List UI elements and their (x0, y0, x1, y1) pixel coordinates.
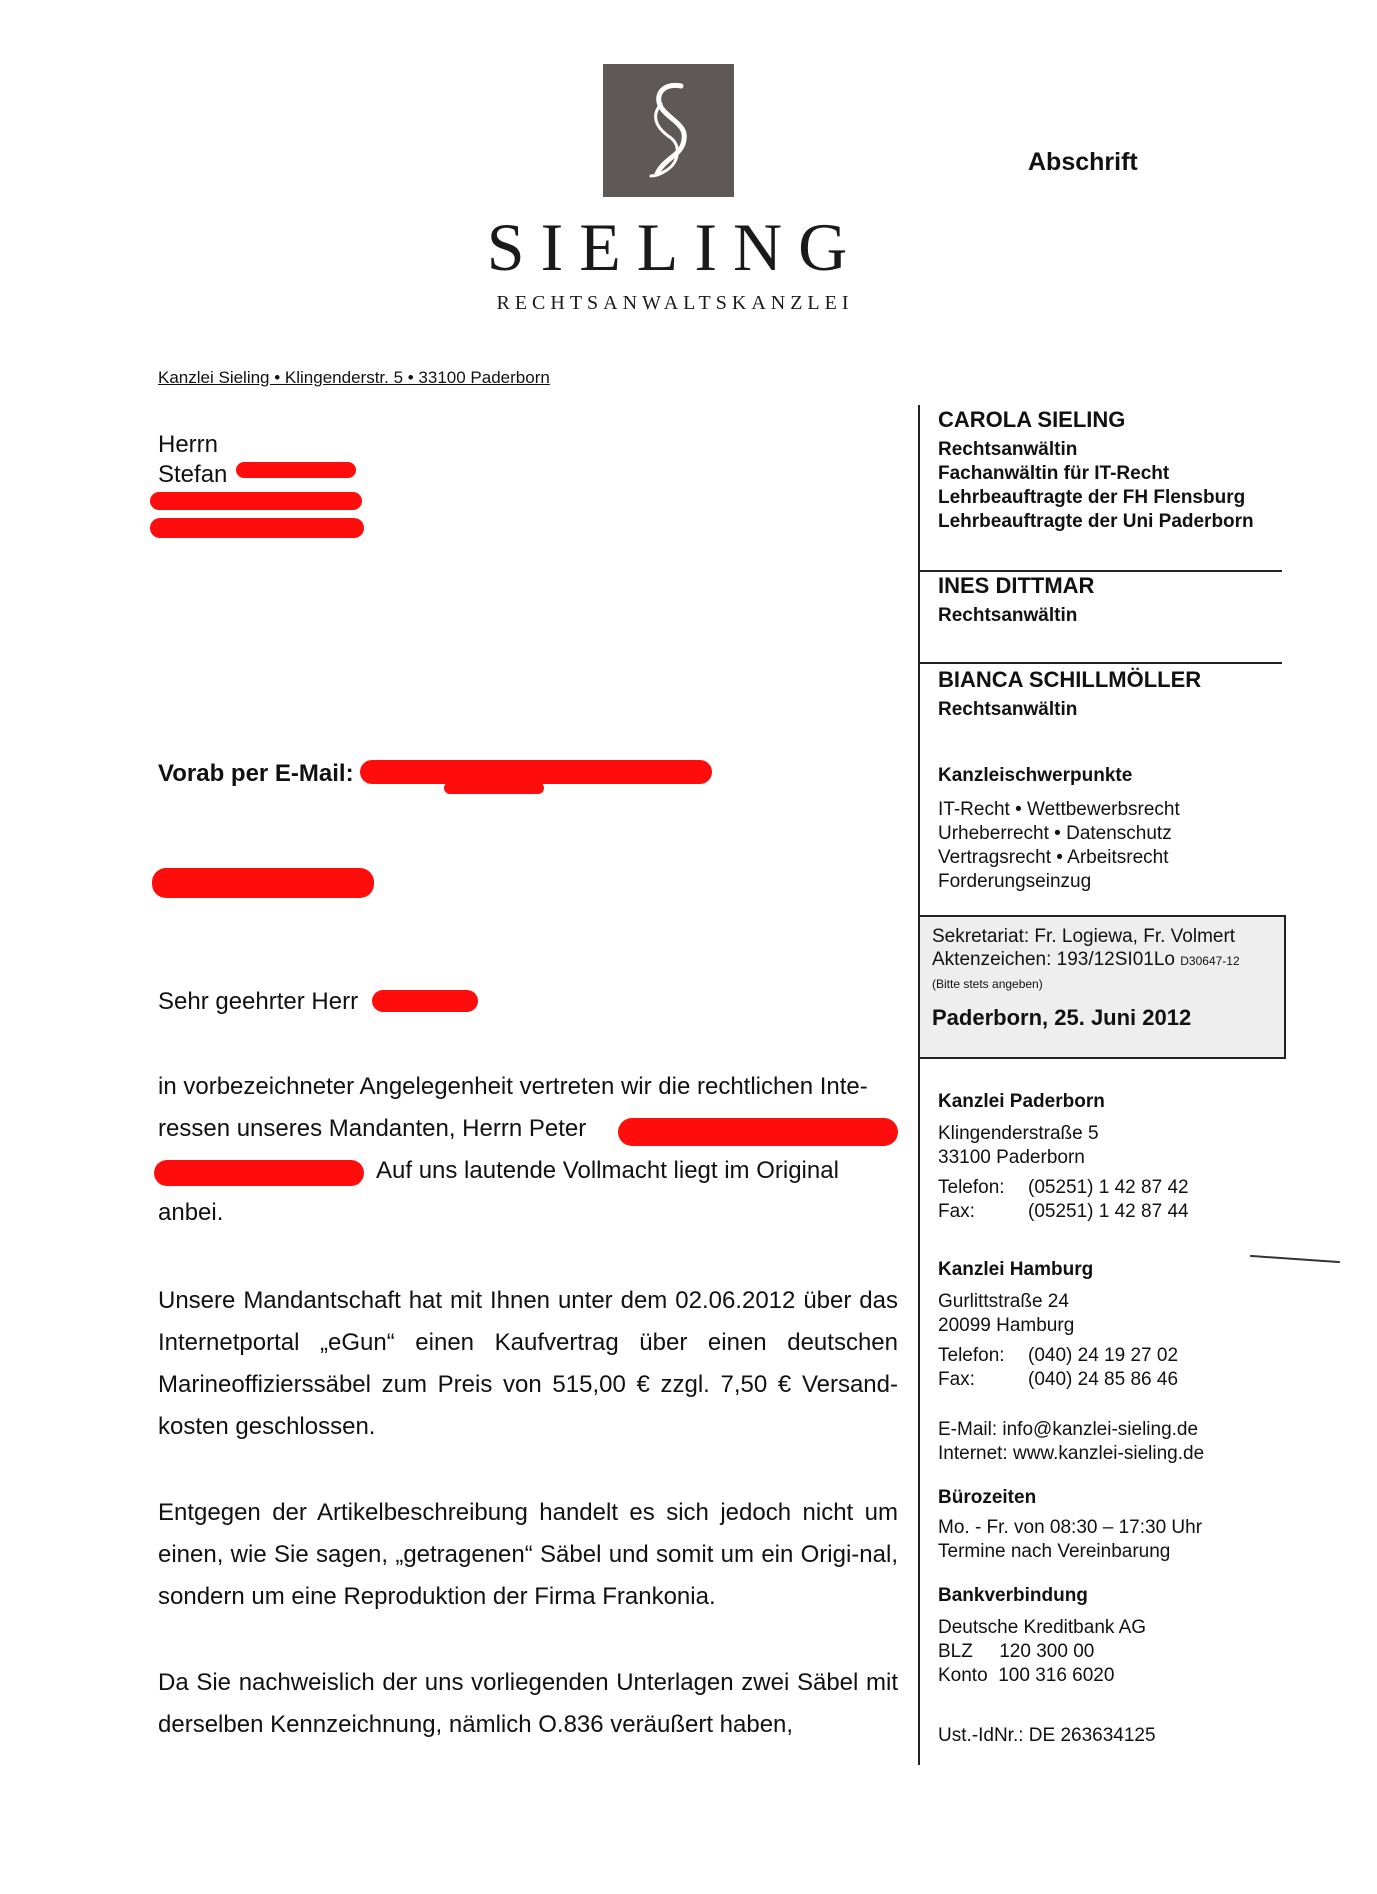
recipient-salutation: Herrn (158, 431, 219, 458)
recipient-address (158, 430, 227, 490)
phone-number: (05251) 1 42 87 42 (1028, 1177, 1189, 1198)
lawyer-title: Rechtsanwältin (938, 699, 1078, 720)
letter-date: Paderborn, 25. Juni 2012 (932, 1005, 1192, 1030)
office-phone (938, 1344, 1338, 1368)
sidebar-divider (918, 405, 920, 1765)
file-number: 193/12SI01Lo (1056, 949, 1175, 970)
phone-label: Telefon: (938, 1177, 1005, 1198)
bank-details (938, 1584, 1338, 1688)
redaction-mark (360, 760, 712, 784)
sidebar-separator (918, 570, 1282, 572)
file-extra: D30647-12 (1180, 954, 1240, 968)
lawyer-name: BIANCA SCHILLMÖLLER (938, 667, 1202, 692)
redaction-mark (154, 1160, 364, 1186)
website-address[interactable]: Internet: www.kanzlei-sieling.de (938, 1443, 1205, 1464)
office-hours-line: Termine nach Vereinbarung (938, 1541, 1171, 1562)
fax-number: (05251) 1 42 87 44 (1028, 1201, 1189, 1222)
lawyer-title: Rechtsanwältin (938, 605, 1078, 626)
body-line: anbei. (158, 1199, 224, 1226)
office-hamburg (938, 1258, 1338, 1392)
vat-id: Ust.-IdNr.: DE 263634125 (938, 1725, 1156, 1746)
office-hours (938, 1486, 1338, 1564)
redaction-mark (150, 492, 362, 510)
section-sign-icon (603, 64, 734, 197)
lawyer-title: Fachanwältin für IT-Recht (938, 463, 1170, 484)
practice-area-line: Urheberrecht • Datenschutz (938, 823, 1172, 844)
office-fax (938, 1200, 1338, 1224)
body-paragraph-1 (158, 1066, 898, 1234)
office-phone (938, 1176, 1338, 1200)
copy-stamp: Abschrift (1028, 148, 1138, 176)
redaction-mark (150, 518, 364, 538)
sidebar-separator (918, 662, 1282, 664)
bank-name: Deutsche Kreditbank AG (938, 1617, 1147, 1638)
body-line: in vorbezeichneter Angelegenheit vertreten wir die rechtlichen Inte- (158, 1073, 868, 1100)
body-paragraph-4: Da Sie nachweislich der uns vorliegenden Unterlagen zwei Säbel mit derselben Kennzeichnung, nämlich O.836 veräußert haben, (158, 1669, 898, 1738)
practice-area-line: IT-Recht • Wettbewerbsrecht (938, 799, 1180, 820)
phone-label: Telefon: (938, 1345, 1005, 1366)
practice-areas-heading: Kanzleischwerpunkte (938, 765, 1133, 786)
redaction-mark (444, 782, 544, 794)
practice-areas (938, 764, 1338, 894)
file-label: Aktenzeichen: (932, 949, 1052, 970)
office-hours-heading: Bürozeiten (938, 1487, 1037, 1508)
reference-box (918, 915, 1286, 1059)
bank-blz: BLZ 120 300 00 (938, 1641, 1095, 1662)
letter-salutation: Sehr geehrter Herr (158, 988, 359, 1015)
advance-email-label: Vorab per E-Mail: (158, 760, 354, 787)
lawyer-name: INES DITTMAR (938, 573, 1095, 598)
office-heading: Kanzlei Hamburg (938, 1259, 1094, 1280)
file-reference (932, 948, 1240, 973)
office-city: 33100 Paderborn (938, 1147, 1085, 1168)
logo-emblem (603, 64, 734, 197)
redaction-mark (372, 990, 478, 1012)
contact-info (938, 1418, 1338, 1466)
body-text: Auf uns lautende Vollmacht liegt im Original (376, 1157, 839, 1184)
sender-address-line: Kanzlei Sieling • Klingenderstr. 5 • 33100 Paderborn (158, 368, 550, 387)
brand-subtitle: RECHTSANWALTSKANZLEI (496, 292, 854, 314)
lawyer-title: Lehrbeauftragte der Uni Paderborn (938, 511, 1254, 532)
office-city: 20099 Hamburg (938, 1315, 1075, 1336)
lawyer-carola-sieling (938, 408, 1338, 534)
office-street: Klingenderstraße 5 (938, 1123, 1099, 1144)
file-note: (Bitte stets angeben) (932, 977, 1043, 991)
bank-heading: Bankverbindung (938, 1585, 1088, 1606)
office-hours-line: Mo. - Fr. von 08:30 – 17:30 Uhr (938, 1517, 1203, 1538)
office-street: Gurlittstraße 24 (938, 1291, 1069, 1312)
lawyer-name: CAROLA SIELING (938, 407, 1126, 432)
fax-label: Fax: (938, 1201, 975, 1222)
redaction-mark (152, 868, 374, 898)
secretariat: Sekretariat: Fr. Logiewa, Fr. Volmert (932, 926, 1236, 947)
practice-area-line: Vertragsrecht • Arbeitsrecht (938, 847, 1169, 868)
phone-number: (040) 24 19 27 02 (1028, 1345, 1179, 1366)
practice-area-line: Forderungseinzug (938, 871, 1092, 892)
bank-account: Konto 100 316 6020 (938, 1665, 1115, 1686)
fax-label: Fax: (938, 1369, 975, 1390)
fax-number: (040) 24 85 86 46 (1028, 1369, 1179, 1390)
office-paderborn (938, 1090, 1338, 1224)
reference-content (932, 925, 1240, 1029)
lawyer-title: Lehrbeauftragte der FH Flensburg (938, 487, 1246, 508)
brand-name: SIELING (486, 209, 864, 285)
recipient-first-name: Stefan (158, 461, 228, 488)
body-paragraph-3: Entgegen der Artikelbeschreibung handelt es sich jedoch nicht um einen, wie Sie sagen, „getragenen“ Säbel und somit um ein Origi-nal, sondern um eine Reproduktion der Firma Frankonia. (158, 1499, 898, 1610)
office-fax (938, 1368, 1338, 1392)
lawyer-title: Rechtsanwältin (938, 439, 1078, 460)
redaction-mark (618, 1118, 898, 1146)
office-heading: Kanzlei Paderborn (938, 1091, 1105, 1112)
lawyer-ines-dittmar (938, 574, 1338, 628)
body-text: ressen unseres Mandanten, Herrn Peter (158, 1115, 587, 1142)
redaction-mark (236, 462, 356, 478)
email-address[interactable]: E-Mail: info@kanzlei-sieling.de (938, 1419, 1199, 1440)
lawyer-bianca-schillmoeller (938, 668, 1338, 722)
body-paragraph-2: Unsere Mandantschaft hat mit Ihnen unter dem 02.06.2012 über das Internetportal „eGun“ einen Kaufvertrag über einen deutschen Marineoffizierssäbel zum Preis von 515,00 € zzgl. 7,50 € Versand-kosten geschlossen. (158, 1287, 898, 1440)
